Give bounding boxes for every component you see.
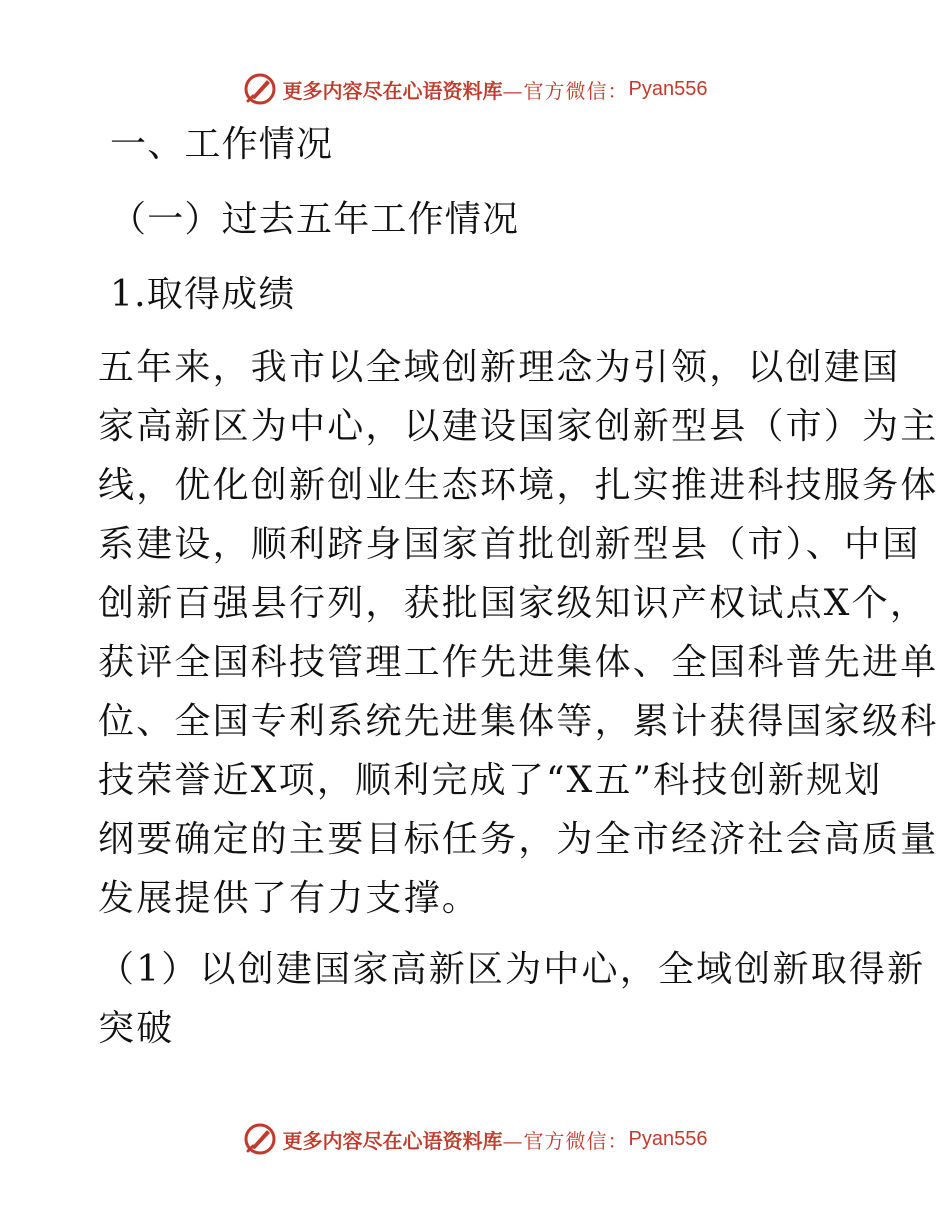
watermark-brand: 更多内容尽在心语资料库 [282,78,503,103]
paragraph-line: 创新百强县行列，获批国家级知识产权试点X个， [98,583,929,624]
paragraph-line: 五年来，我市以全域创新理念为引领，以创建国 [98,347,901,388]
watermark-header [0,72,950,106]
heading-achievements: 1.取得成绩 [110,274,296,315]
quill-logo-icon [243,1122,277,1156]
watermark-wechat-label: —官方微信： [502,78,629,103]
paragraph-line: 线，优化创新创业生态环境，扎实推进科技服务体 [98,465,939,506]
heading-past-five-years: （一）过去五年工作情况 [110,199,520,240]
paragraph-line: 获评全国科技管理工作先进集体、全国科普先进单 [98,642,939,683]
heading-work-situation: 一、工作情况 [110,124,334,165]
paragraph-line: 系建设，顺利跻身国家首批创新型县（市）、中国 [98,524,921,565]
quill-logo-icon [243,72,277,106]
paragraph-line: 家高新区为中心，以建设国家创新型县（市）为主 [98,406,939,447]
paragraph-line: 技荣誉近X项，顺利完成了“X五”科技创新规划 [98,760,883,801]
paragraph-line: 位、全国专利系统先进集体等，累计获得国家级科 [98,701,939,742]
paragraph-line: 纲要确定的主要目标任务，为全市经济社会高质量 [98,819,939,860]
watermark-wechat-id: Pyan556 [628,1127,708,1150]
watermark-wechat-id: Pyan556 [628,77,708,100]
watermark-brand: 更多内容尽在心语资料库 [282,1128,503,1153]
watermark-wechat-label: —官方微信： [502,1128,629,1153]
subheading-line: 突破 [98,1008,175,1049]
paragraph-line: 发展提供了有力支撑。 [98,878,481,919]
subheading-line: （1）以创建国家高新区为中心，全域创新取得新 [98,949,926,990]
watermark-footer [0,1122,950,1156]
